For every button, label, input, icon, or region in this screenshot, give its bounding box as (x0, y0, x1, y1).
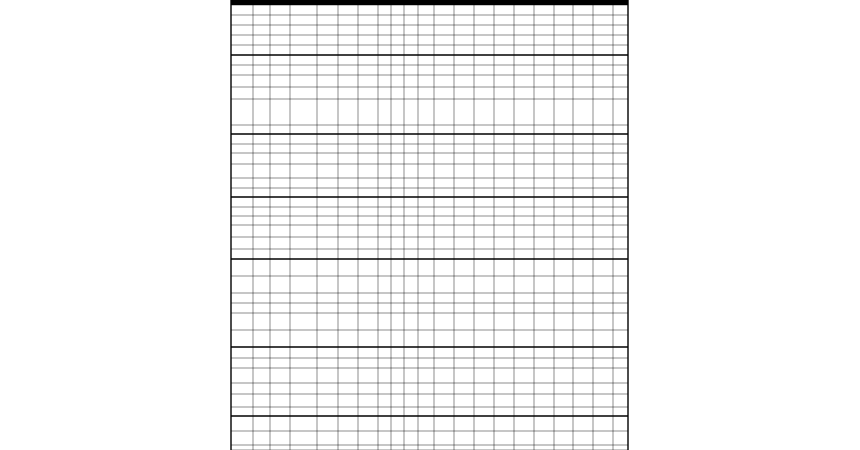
data-table (231, 0, 628, 450)
table-header-band (231, 0, 628, 5)
